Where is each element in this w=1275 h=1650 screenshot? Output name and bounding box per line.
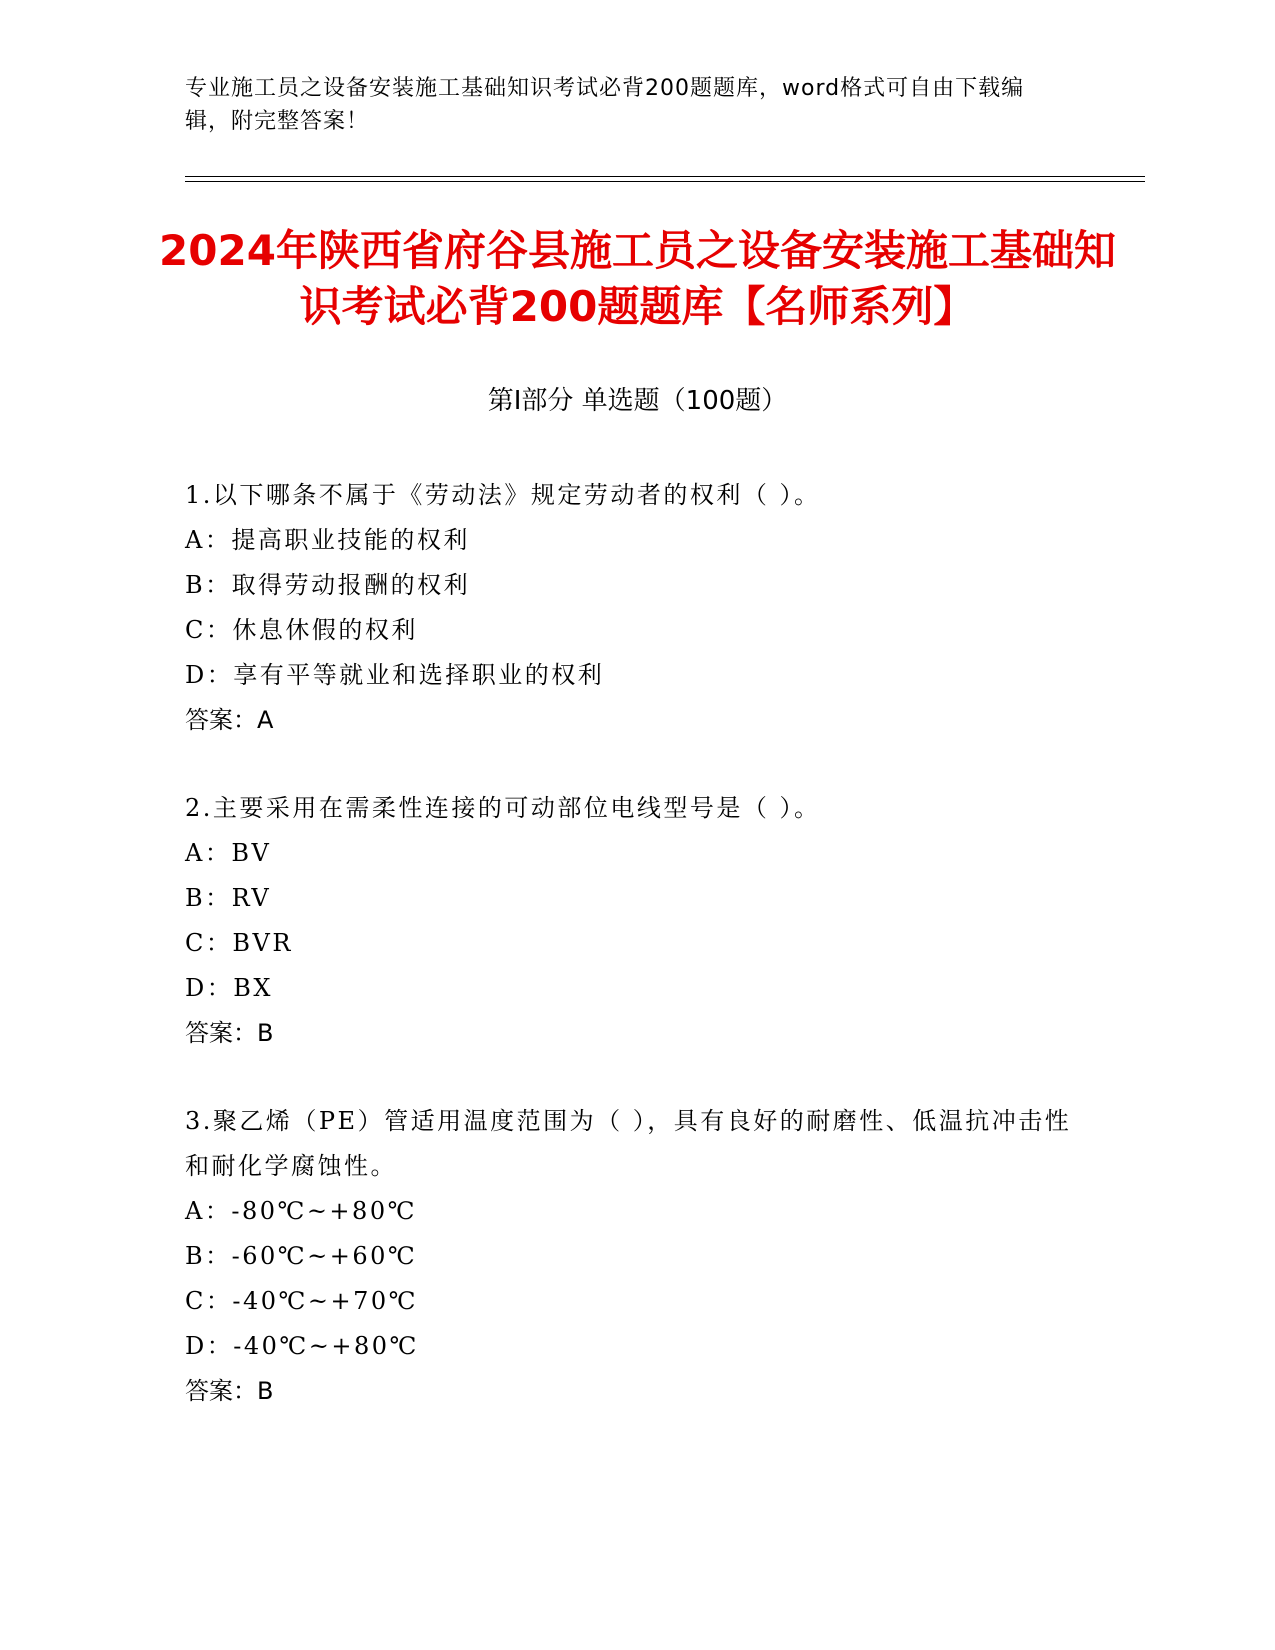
option-b: B：取得劳动报酬的权利 [185,571,471,599]
option-c: C：-40℃~+70℃ [185,1287,418,1315]
question-stem: 1.以下哪条不属于《劳动法》规定劳动者的权利（ ）。 [185,481,821,509]
header-note: 专业施工员之设备安装施工基础知识考试必背200题题库，word格式可自由下载编辑，附完整答案！ [185,76,1025,134]
option-d: D：-40℃~+80℃ [185,1332,419,1360]
question-stem: 3.聚乙烯（PE）管适用温度范围为（ ），具有良好的耐磨性、低温抗冲击性和耐化学腐蚀性。 [185,1107,1072,1180]
question-1 [185,473,1085,743]
question-stem: 2.主要采用在需柔性连接的可动部位电线型号是（ ）。 [185,794,821,822]
document-title: 2024年陕西省府谷县施工员之设备安装施工基础知识考试必背200题题库【名师系列】 [159,226,1116,331]
option-d: D：享有平等就业和选择职业的权利 [185,661,605,689]
answer-line: 答案：A [185,706,274,734]
section-heading: 第I部分 单选题（100题） [487,386,788,416]
question-2 [185,786,1085,1056]
option-b: B：-60℃~+60℃ [185,1242,418,1270]
answer-line: 答案：B [185,1377,274,1405]
header-divider-bottom [185,181,1145,182]
option-a: A：BV [185,839,272,867]
question-list [185,473,1085,1457]
option-a: A：提高职业技能的权利 [185,526,470,554]
option-b: B：RV [185,884,272,912]
answer-line: 答案：B [185,1019,274,1047]
option-c: C：休息休假的权利 [185,616,418,644]
option-c: C：BVR [185,929,293,957]
header-divider-top [185,176,1145,177]
question-3 [185,1099,1085,1414]
option-d: D：BX [185,974,273,1002]
option-a: A：-80℃~+80℃ [185,1197,417,1225]
